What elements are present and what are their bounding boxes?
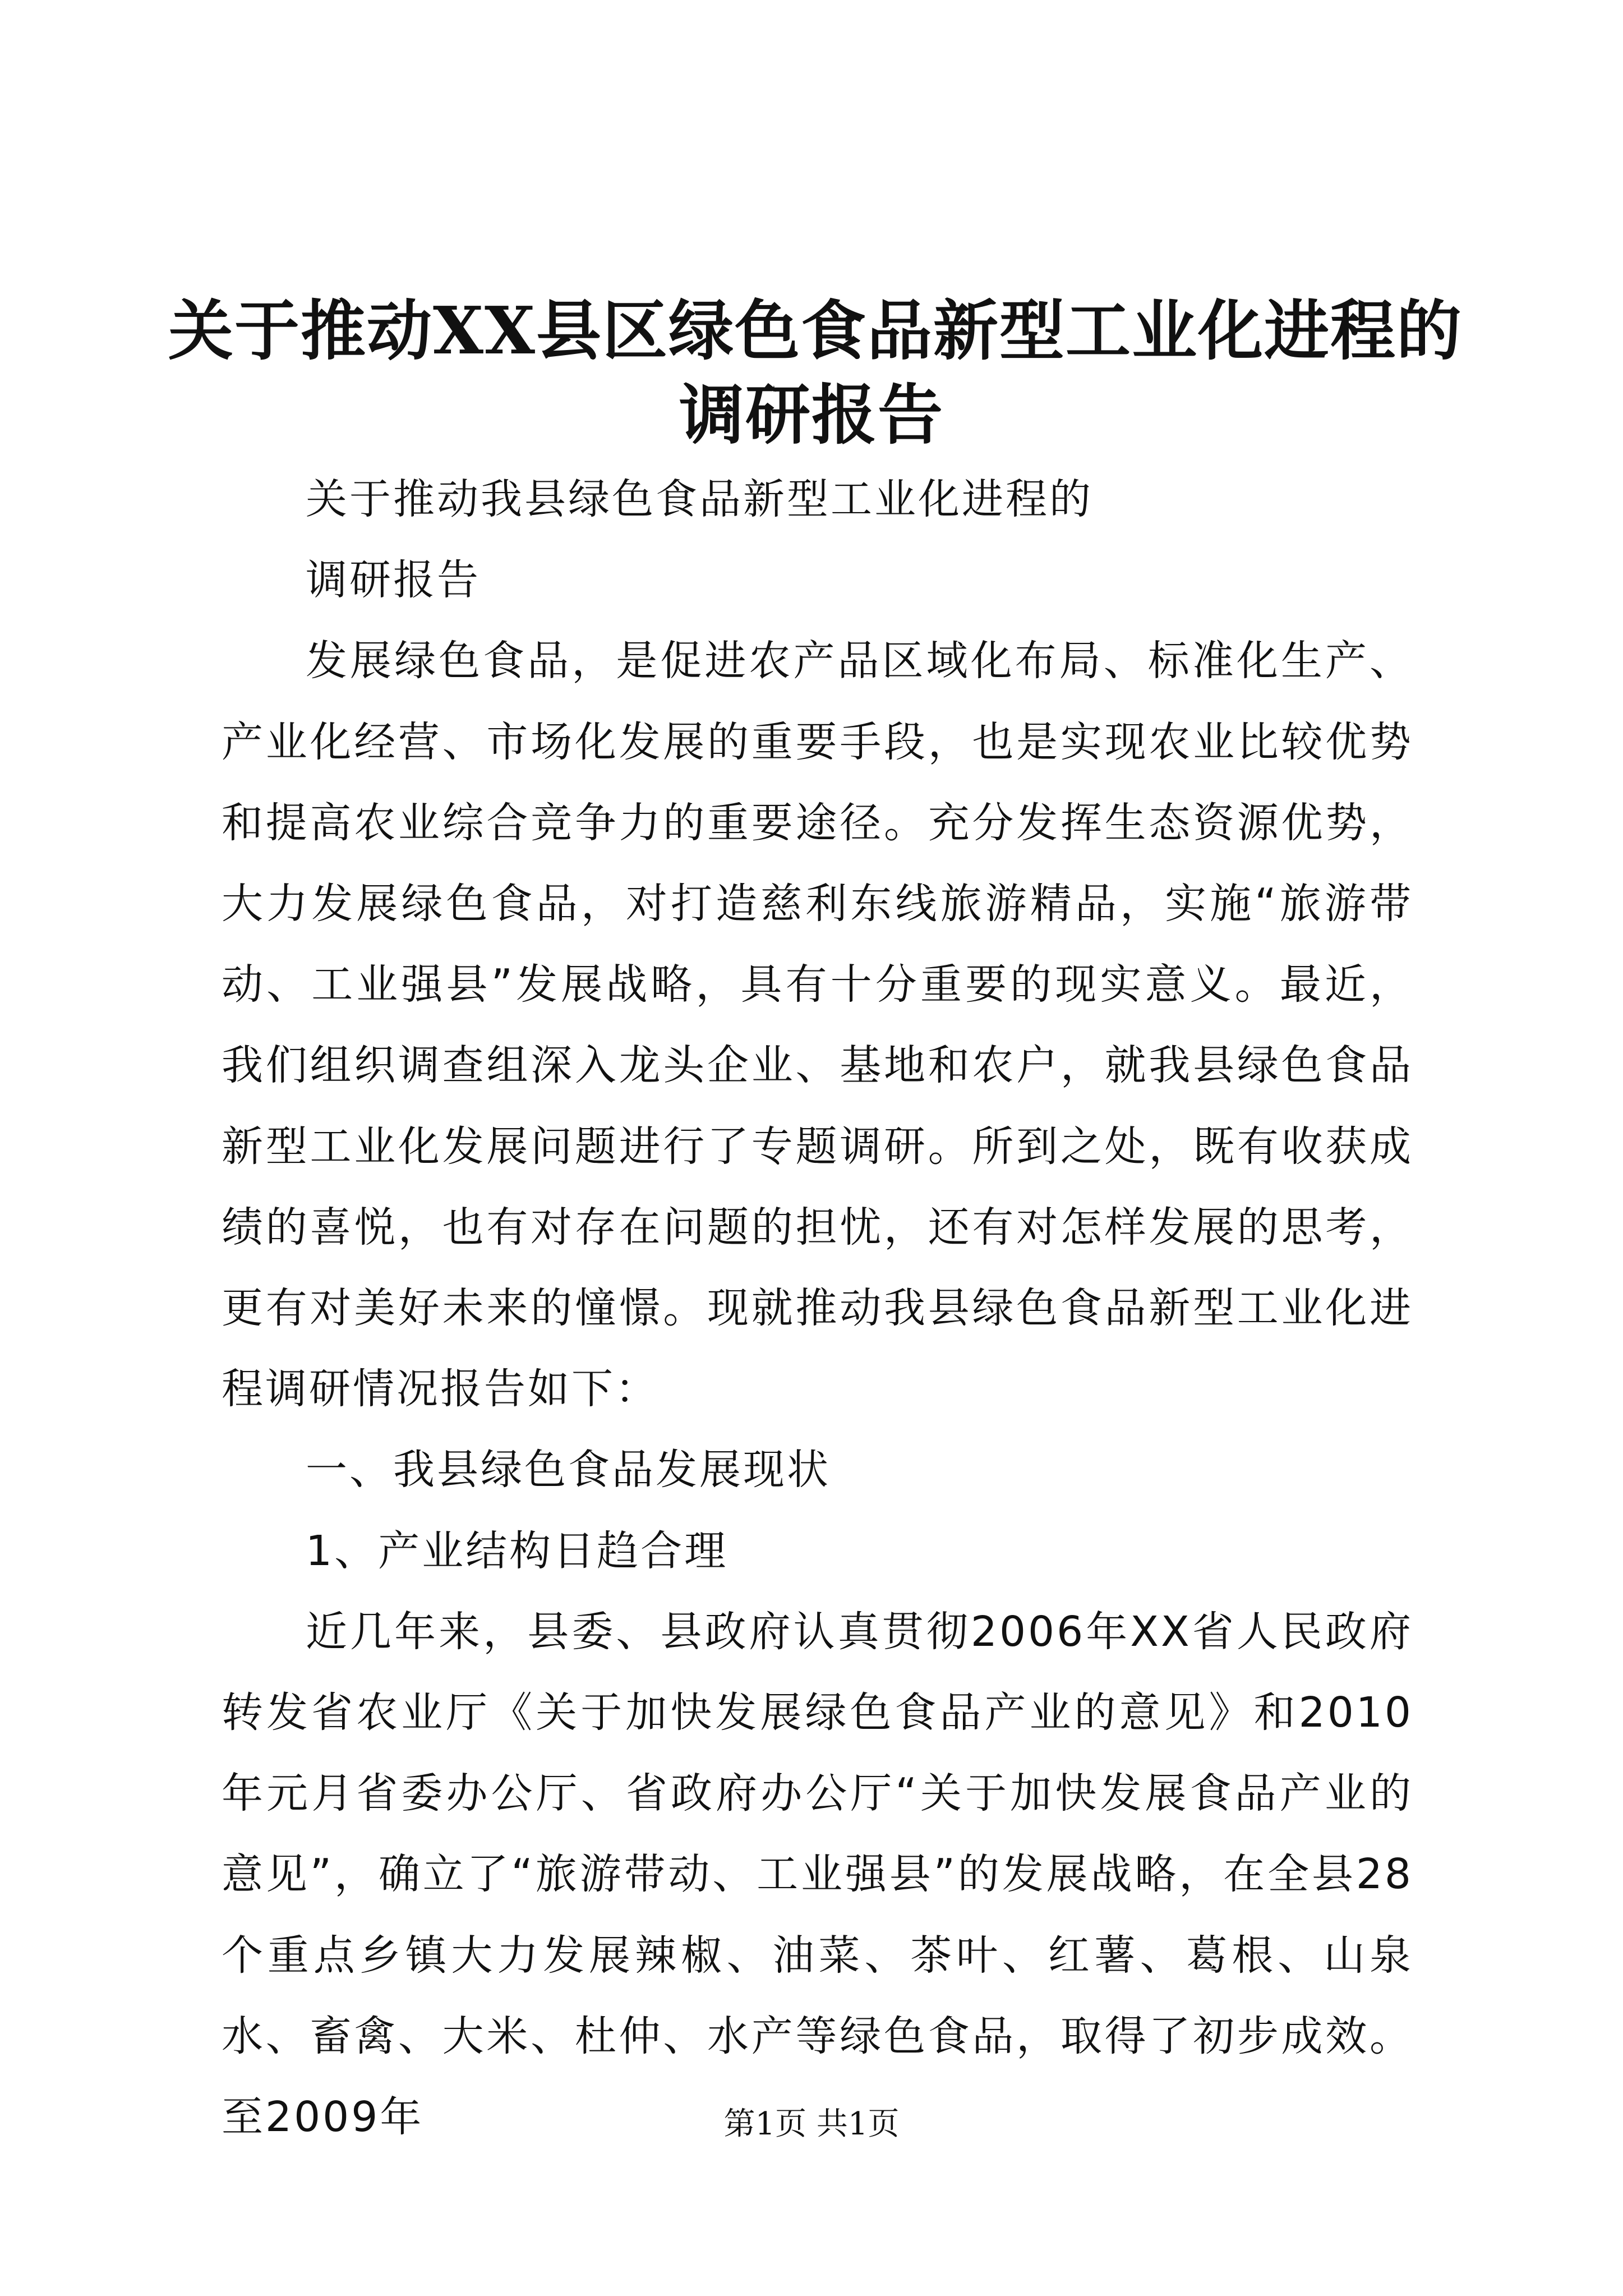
section-heading: 一、我县绿色食品发展现状 [306, 1446, 831, 1494]
subtitle-line-2: 调研报告 [306, 556, 481, 605]
body-paragraph: 近几年来，县委、县政府认真贯彻2006年XX省人民政府转发省农业厅《关于加快发展绿色食品产业的意见》和2010年元月省委办公厅、省政府办公厅“关于加快发展食品产业的意见”，确立了“旅游带动、工业强县”的发展战略，在全县28个重点乡镇大力发展辣椒、油菜、茶叶、红薯、葛根、山泉水、畜禽、大米、杜仲、水产等绿色食品，取得了初步成效。至2009年 [222, 1607, 1413, 2142]
document-title-line-1: 关于推动XX县区绿色食品新型工业化进程的 [168, 293, 1463, 369]
document-title-line-2: 调研报告 [679, 377, 944, 453]
subsection-heading: 1、产业结构日趋合理 [306, 1526, 728, 1575]
page-footer: 第1页 共1页 [723, 2106, 900, 2142]
document-body [222, 459, 1413, 2157]
subtitle-line-1: 关于推动我县绿色食品新型工业化进程的 [306, 475, 1093, 523]
intro-paragraph: 发展绿色食品，是促进农产品区域化布局、标准化生产、产业化经营、市场化发展的重要手段，也是实现农业比较优势和提高农业综合竞争力的重要途径。充分发挥生态资源优势，大力发展绿色食品，对打造慈利东线旅游精品，实施“旅游带动、工业强县”发展战略，具有十分重要的现实意义。最近，我们组织调查组深入龙头企业、基地和农户，就我县绿色食品新型工业化发展问题进行了专题调研。所到之处，既有收获成绩的喜悦，也有对存在问题的担忧，还有对怎样发展的思考，更有对美好未来的憧憬。现就推动我县绿色食品新型工业化进程调研情况报告如下： [222, 637, 1413, 1414]
